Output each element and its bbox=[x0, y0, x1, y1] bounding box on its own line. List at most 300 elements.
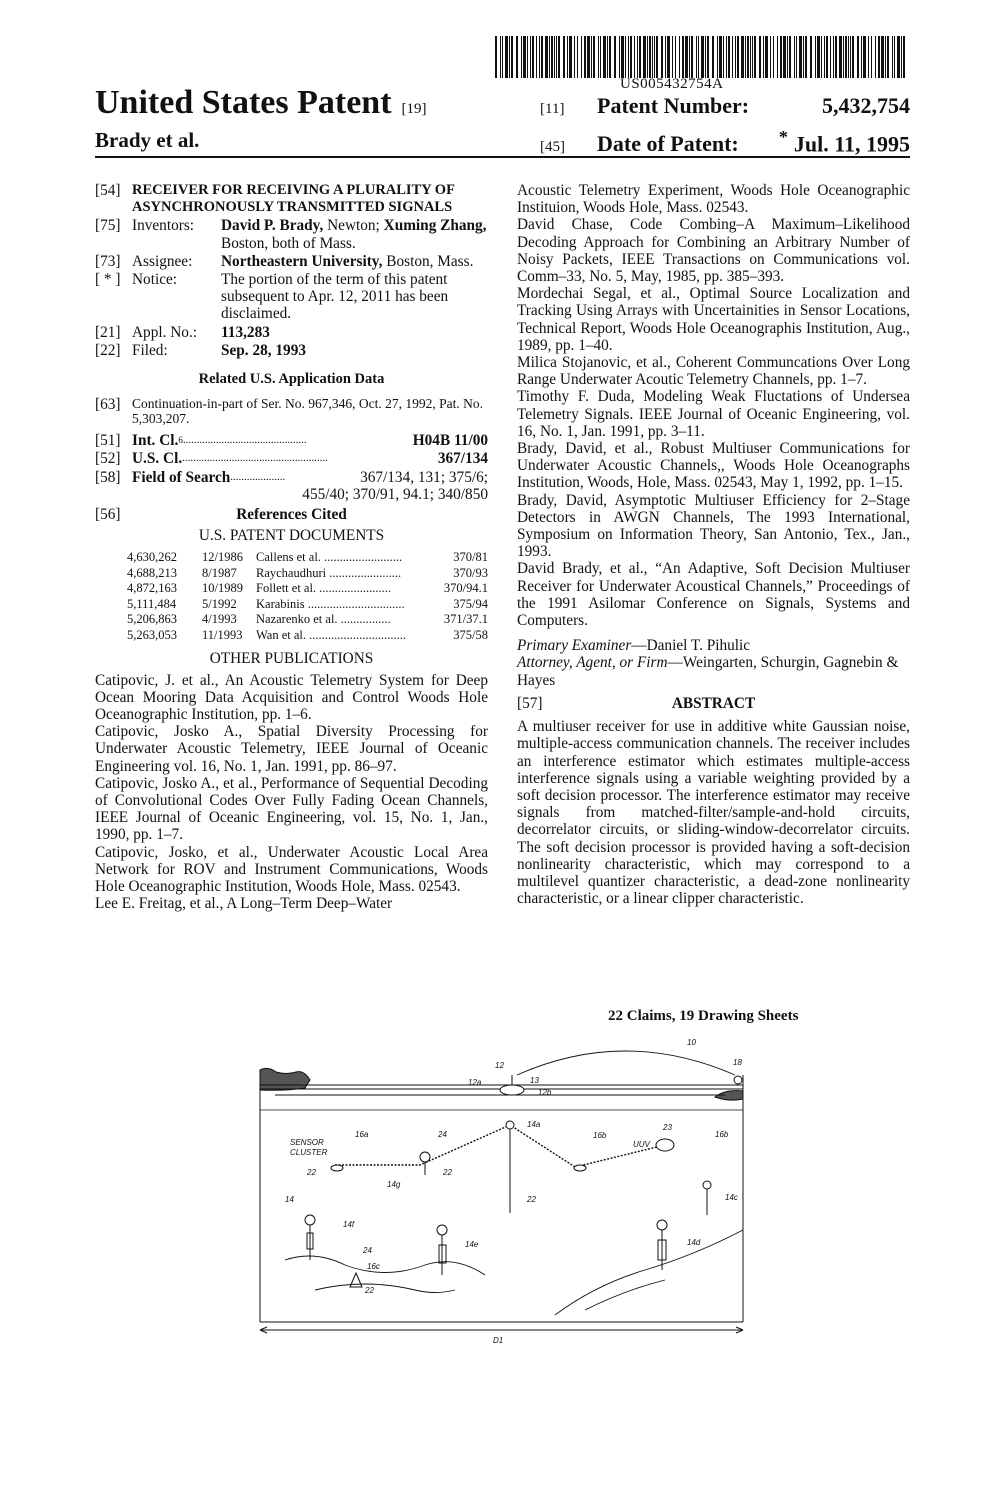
inventor-1-loc: Newton; bbox=[323, 217, 384, 235]
attorney-label: Attorney, Agent, or Firm bbox=[517, 654, 668, 672]
field-58 bbox=[95, 469, 488, 503]
other-pubs-heading: OTHER PUBLICATIONS bbox=[209, 650, 374, 668]
reference-row bbox=[127, 566, 488, 582]
label-12b: 12b bbox=[538, 1088, 552, 1097]
publication-entry: David Chase, Code Combing–A Maximum–Likelihood Decoding Approach for Combining an Arbitrary Number of Noisy Packets, IEEE Transactions on Communications vol. Comm–33, No. 5, May, 1985, pp. 385–393. bbox=[517, 216, 910, 286]
barcode-bar bbox=[541, 36, 543, 78]
field-search-row bbox=[132, 469, 488, 486]
barcode-bar bbox=[628, 36, 629, 78]
code-22: [22] bbox=[95, 341, 121, 359]
field-search-value1: 367/134, 131; 375/6; bbox=[360, 468, 488, 486]
reference-date: 10/1989 bbox=[202, 581, 243, 596]
claims-summary: 22 Claims, 19 Drawing Sheets bbox=[608, 1008, 799, 1024]
barcode-bar bbox=[682, 36, 684, 78]
attorney-name: —Weingarten, Schurgin, Gagnebin & Hayes bbox=[517, 654, 899, 689]
barcode-bar bbox=[672, 36, 673, 78]
barcode-bar bbox=[871, 36, 872, 78]
barcode-bar bbox=[603, 36, 606, 78]
barcode-bar bbox=[607, 36, 608, 78]
barcode-bar bbox=[875, 36, 876, 78]
barcode-bar bbox=[863, 36, 866, 78]
barcode-bar bbox=[712, 36, 714, 78]
label-16b: 16b bbox=[593, 1131, 607, 1140]
barcode-bar bbox=[848, 36, 849, 78]
ocean-network-figure bbox=[255, 1035, 755, 1347]
barcode-bar bbox=[903, 36, 905, 78]
int-cl-label: Int. Cl. bbox=[132, 432, 179, 450]
label-13: 13 bbox=[530, 1076, 539, 1085]
inventors-label: Inventors: bbox=[132, 217, 195, 235]
patent-number-label: Patent Number: bbox=[597, 93, 750, 118]
related-heading: Related U.S. Application Data bbox=[198, 371, 385, 388]
title-code: [19] bbox=[401, 101, 427, 117]
sensor-node bbox=[331, 1165, 343, 1171]
other-pubs-right bbox=[517, 182, 910, 629]
uuv bbox=[656, 1139, 674, 1151]
barcode-bar bbox=[584, 36, 586, 78]
filed-value: Sep. 28, 1993 bbox=[221, 341, 306, 359]
label-22a: 22 bbox=[307, 1168, 316, 1177]
barcode-bar bbox=[652, 36, 653, 78]
buoy-18 bbox=[734, 1076, 742, 1084]
field-75 bbox=[95, 217, 488, 251]
barcode-bar bbox=[511, 36, 513, 78]
publication-entry: Milica Stojanovic, et al., Coherent Communcations Over Long Range Underwater Acoutic Telemetry Channels, pp. 1–7. bbox=[517, 354, 910, 389]
node-14e-float bbox=[437, 1225, 447, 1235]
barcode-bar bbox=[634, 36, 635, 78]
label-23: 23 bbox=[663, 1123, 672, 1132]
other-pubs-left bbox=[95, 672, 488, 913]
label-d1: D1 bbox=[493, 1336, 504, 1345]
node-14d-float bbox=[657, 1220, 667, 1230]
barcode-bar bbox=[887, 36, 889, 78]
publication-entry: Catipovic, Josko A., et al., Performance of Sequential Decoding of Convolutional Codes Over Fully Fading Ocean Channels, IEEE Journal of Oceanic Engineering, vol. 15, No. 1, Jan., 1990, pp. 1–7. bbox=[95, 774, 488, 844]
barcode-bar bbox=[696, 36, 697, 78]
publication-entry: Catipovic, Josko, et al., Underwater Acoustic Local Area Network for ROV and Instrument Communications, Woods Hole Oceanographic Institution, Woods Hole, Mass. 02543. bbox=[95, 843, 488, 896]
barcode-bar bbox=[643, 36, 646, 78]
barcode-bar bbox=[796, 36, 797, 78]
barcode-bar bbox=[698, 36, 699, 78]
field-search-label: Field of Search bbox=[132, 468, 231, 486]
barcode-bar bbox=[789, 36, 791, 78]
barcode-bar bbox=[857, 36, 859, 78]
inventors-value bbox=[221, 217, 488, 251]
reference-cls: 370/94.1 bbox=[443, 581, 488, 596]
barcode-bar bbox=[885, 36, 886, 78]
node-24 bbox=[420, 1152, 430, 1162]
field-63 bbox=[95, 396, 488, 426]
barcode-bar bbox=[901, 36, 902, 78]
examiner-name: —Daniel T. Pihulic bbox=[631, 637, 751, 655]
int-cl-dots: ............................................. bbox=[182, 434, 307, 447]
barcode-bar bbox=[735, 36, 736, 78]
label-14e: 14e bbox=[465, 1240, 479, 1249]
label-14g: 14g bbox=[387, 1180, 401, 1189]
node-16c bbox=[350, 1273, 362, 1287]
reference-date: 5/1992 bbox=[202, 596, 237, 611]
barcode bbox=[495, 36, 915, 78]
left-column bbox=[95, 182, 488, 913]
barcode-bar bbox=[745, 36, 746, 78]
publication-entry: Mordechai Segal, et al., Optimal Source Localization and Tracking Using Arrays with Uncertainities in Sensor Locations, Technical Report, Woods Hole Oceanographis Institution, Aug., 1989, pp. 1–40. bbox=[517, 285, 910, 354]
code-57: [57] bbox=[517, 694, 543, 712]
barcode-bar bbox=[639, 36, 641, 78]
barcode-bar bbox=[707, 36, 709, 78]
barcode-bar bbox=[563, 36, 565, 78]
label-14a: 14a bbox=[527, 1120, 541, 1129]
barcode-bar bbox=[741, 36, 744, 78]
label-24a: 24 bbox=[438, 1130, 447, 1139]
barcode-bar bbox=[609, 36, 611, 78]
reference-num: 5,111,484 bbox=[127, 596, 177, 611]
us-docs-list bbox=[95, 550, 488, 643]
barcode-bar bbox=[665, 36, 666, 78]
label-14c: 14c bbox=[725, 1193, 738, 1202]
examiner-label: Primary Examiner bbox=[517, 637, 632, 655]
barcode-bar bbox=[551, 36, 553, 78]
attorney bbox=[517, 654, 910, 688]
barcode-bar bbox=[817, 36, 820, 78]
barcode-bar bbox=[737, 36, 739, 78]
refs-heading: References Cited bbox=[236, 506, 347, 524]
barcode-bar bbox=[679, 36, 680, 78]
reference-num: 5,206,863 bbox=[127, 612, 177, 627]
us-cl-label: U.S. Cl. bbox=[132, 450, 183, 468]
acoustic-links bbox=[335, 1125, 665, 1167]
publication-entry: David Brady, et al., “An Adaptive, Soft Decision Multiuser Receiver for Underwater Acoustical Channels,” Proceedings of the 1991 Asilomar Conference on Signals, Systems and Computers. bbox=[517, 560, 910, 630]
barcode-bar bbox=[554, 36, 555, 78]
code-73: [73] bbox=[95, 252, 121, 270]
label-24b: 24 bbox=[363, 1246, 372, 1255]
barcode-bar bbox=[701, 36, 704, 78]
barcode-bar bbox=[532, 36, 534, 78]
publication-entry: Timothy F. Duda, Modeling Weak Fluctations of Undersea Telemetry Signals. IEEE Journal of Oceanic Engineering, vol. 16, No. 1, Jan. 1991, pp. 3–11. bbox=[517, 388, 910, 440]
barcode-bar bbox=[637, 36, 638, 78]
barcode-bar bbox=[614, 36, 616, 78]
barcode-bar bbox=[780, 36, 782, 78]
reference-date: 11/1993 bbox=[202, 627, 243, 642]
barcode-bar bbox=[821, 36, 822, 78]
node-14f-float bbox=[305, 1215, 315, 1225]
barcode-bar bbox=[647, 36, 648, 78]
reference-num: 4,872,163 bbox=[127, 581, 177, 596]
barcode-bar bbox=[577, 36, 578, 78]
field-notice bbox=[95, 271, 488, 323]
label-12a: 12a bbox=[468, 1078, 482, 1087]
barcode-bar bbox=[574, 36, 575, 78]
barcode-bar bbox=[830, 36, 831, 78]
date-code: [45] bbox=[540, 139, 565, 156]
barcode-bar bbox=[675, 36, 676, 78]
appl-value: 113,283 bbox=[221, 323, 270, 341]
reference-author: Wan et al. ............................... bbox=[256, 627, 407, 642]
reference-date: 8/1987 bbox=[202, 565, 237, 580]
barcode-bar bbox=[754, 36, 756, 78]
barcode-bar bbox=[600, 36, 601, 78]
field-21 bbox=[95, 324, 488, 341]
barcode-bar bbox=[656, 36, 658, 78]
label-uuv: UUV bbox=[633, 1140, 650, 1149]
barcode-bar bbox=[649, 36, 651, 78]
reference-row bbox=[127, 581, 488, 597]
barcode-bar bbox=[545, 36, 548, 78]
barcode-bar bbox=[765, 36, 768, 78]
barcode-bar bbox=[558, 36, 560, 78]
barcode-bar bbox=[691, 36, 693, 78]
invention-title: RECEIVER FOR RECEIVING A PLURALITY OF ASYNCHRONOUSLY TRANSMITTED SIGNALS bbox=[132, 182, 455, 216]
continuation-text: Continuation-in-part of Ser. No. 967,346, Oct. 27, 1992, Pat. No. 5,303,207. bbox=[132, 396, 483, 427]
reference-num: 4,688,213 bbox=[127, 565, 177, 580]
node-14c-float bbox=[703, 1181, 711, 1189]
int-cl-sup: 6 bbox=[178, 435, 183, 446]
notice-label: Notice: bbox=[132, 271, 178, 289]
node-14a bbox=[506, 1121, 514, 1129]
int-cl-row bbox=[132, 432, 488, 449]
barcode-bar bbox=[527, 36, 528, 78]
us-cl-row bbox=[132, 450, 488, 467]
publication-entry: Acoustic Telemetry Experiment, Woods Hole Oceanographic Instituion, Woods Hole, Mass. 02543. bbox=[517, 182, 910, 217]
barcode-bar bbox=[826, 36, 828, 78]
reference-cls: 375/94 bbox=[453, 596, 488, 611]
barcode-bar bbox=[719, 36, 722, 78]
inventor-1: David P. Brady, bbox=[221, 217, 324, 235]
assignee-label: Assignee: bbox=[132, 252, 193, 270]
code-54: [54] bbox=[95, 182, 121, 199]
barcode-bar bbox=[747, 36, 749, 78]
label-14d: 14d bbox=[687, 1238, 701, 1247]
patent-title bbox=[95, 84, 427, 122]
header-divider bbox=[95, 156, 910, 158]
barcode-bar bbox=[591, 36, 592, 78]
inventor-2-loc: Boston, both of Mass. bbox=[221, 234, 356, 252]
reference-cls: 370/81 bbox=[453, 550, 488, 565]
barcode-bar bbox=[521, 36, 522, 78]
reference-date: 4/1993 bbox=[202, 612, 237, 627]
barcode-bar bbox=[726, 36, 727, 78]
us-docs-heading: U.S. PATENT DOCUMENTS bbox=[198, 527, 385, 545]
barcode-bar bbox=[799, 36, 802, 78]
barcode-bar bbox=[881, 36, 884, 78]
reference-row bbox=[127, 628, 488, 644]
barcode-bar bbox=[621, 36, 624, 78]
barcode-bar bbox=[750, 36, 751, 78]
barcode-bar bbox=[509, 36, 510, 78]
date-text: Jul. 11, 1995 bbox=[793, 131, 910, 157]
barcode-bar bbox=[728, 36, 730, 78]
appl-label: Appl. No.: bbox=[132, 323, 198, 341]
barcode-bar bbox=[835, 36, 837, 78]
barcode-bar bbox=[845, 36, 847, 78]
abstract-heading-row bbox=[517, 695, 910, 712]
barcode-bar bbox=[569, 36, 572, 78]
barcode-bar bbox=[630, 36, 632, 78]
authors: Brady et al. bbox=[95, 128, 200, 152]
publication-number: US005432754A bbox=[620, 76, 724, 92]
code-58: [58] bbox=[95, 468, 121, 486]
patent-number-value: 5,432,754 bbox=[822, 93, 910, 118]
barcode-bar bbox=[843, 36, 844, 78]
publication-entry: Catipovic, Josko A., Spatial Diversity Processing for Underwater Acoustic Telemetry, IEEE Journal of Oceanic Engineering vol. 16, No. 1, Jan. 1991, pp. 86–97. bbox=[95, 723, 488, 775]
barcode-bar bbox=[536, 36, 537, 78]
code-21: [21] bbox=[95, 323, 121, 341]
field-56 bbox=[95, 506, 488, 523]
us-cl-value: 367/134 bbox=[437, 450, 488, 468]
label-16b2: 16b bbox=[715, 1130, 729, 1139]
reference-row bbox=[127, 612, 488, 628]
field-54 bbox=[95, 182, 488, 216]
barcode-bar bbox=[619, 36, 620, 78]
field-search bbox=[132, 469, 488, 503]
patent-number-code: [11] bbox=[540, 101, 565, 117]
reference-row bbox=[127, 550, 488, 566]
barcode-bar bbox=[803, 36, 804, 78]
reference-author: Raychaudhuri ....................... bbox=[256, 565, 402, 580]
barcode-bar bbox=[523, 36, 526, 78]
barcode-bar bbox=[581, 36, 582, 78]
barcode-bar bbox=[549, 36, 550, 78]
reference-num: 4,630,262 bbox=[127, 550, 177, 565]
barcode-bar bbox=[861, 36, 862, 78]
barcode-bar bbox=[723, 36, 724, 78]
field-51 bbox=[95, 432, 488, 449]
barcode-bar bbox=[556, 36, 557, 78]
field-search-value2: 455/40; 370/91, 94.1; 340/850 bbox=[302, 485, 488, 503]
barcode-bar bbox=[732, 36, 733, 78]
inventor-2: Xuming Zhang, bbox=[383, 217, 487, 235]
reference-author: Karabinis ............................... bbox=[256, 596, 405, 611]
notice-text: The portion of the term of this patent subsequent to Apr. 12, 2011 has been disclaimed. bbox=[221, 271, 449, 323]
publication-entry: Brady, David, Asymptotic Multiuser Efficiency for 2–Stage Detectors in AWGN Channels, The 1993 International, Symposium on Information Theory, San Antonio, Tex., Jan., 1993. bbox=[517, 491, 910, 561]
assignee-loc: Boston, Mass. bbox=[382, 252, 474, 270]
label-14f: 14f bbox=[343, 1220, 355, 1229]
reference-author: Callens et al. ......................... bbox=[256, 550, 403, 565]
reference-row bbox=[127, 597, 488, 613]
surface-buoy bbox=[500, 1085, 524, 1095]
barcode-bar bbox=[897, 36, 900, 78]
barcode-bar bbox=[770, 36, 771, 78]
field-73 bbox=[95, 253, 488, 270]
label-cluster: CLUSTER bbox=[290, 1148, 328, 1157]
barcode-bar bbox=[516, 36, 518, 78]
code-56: [56] bbox=[95, 506, 121, 524]
date-row bbox=[540, 127, 910, 157]
barcode-bar bbox=[598, 36, 599, 78]
label-22b: 22 bbox=[443, 1168, 452, 1177]
barcode-bar bbox=[539, 36, 540, 78]
barcode-bar bbox=[567, 36, 568, 78]
reference-cls: 375/58 bbox=[453, 627, 488, 642]
barcode-bar bbox=[705, 36, 706, 78]
label-22d: 22 bbox=[365, 1286, 374, 1295]
barcode-bar bbox=[805, 36, 807, 78]
label-18: 18 bbox=[733, 1058, 742, 1067]
label-sensor: SENSOR bbox=[290, 1138, 324, 1147]
field-search-dots: .................... bbox=[230, 470, 286, 483]
barcode-bar bbox=[852, 36, 854, 78]
barcode-bar bbox=[773, 36, 774, 78]
barcode-bar bbox=[587, 36, 590, 78]
barcode-bar bbox=[654, 36, 655, 78]
abstract-text: A multiuser receiver for use in additive white Gaussian noise, multiple-access communication channels. The receiver includes an interference estimator which estimates multiple-access interference signals using a variable weighting provided by a soft decision processor. The interference estimator may receive signals from matched-filter/sample-and-hold circuits, decorrelator circuits, or sliding-window-decorrelator circuits. The soft decision processor is provided having a soft-decision nonlinearity characteristic, which may correspond to a multilevel quantizer characteristic, a dead-zone nonlinearity characteristic, or a linear clipper characteristic. bbox=[517, 718, 910, 908]
barcode-bar bbox=[810, 36, 812, 78]
barcode-bar bbox=[878, 36, 880, 78]
title-text: United States Patent bbox=[95, 84, 392, 121]
barcode-bar bbox=[661, 36, 663, 78]
publication-entry: Lee E. Freitag, et al., A Long–Term Deep–Water bbox=[95, 895, 393, 913]
barcode-bar bbox=[500, 36, 501, 78]
publication-entry: Brady, David, et al., Robust Multiuser Communications for Underwater Acoustic Channels,, Woods Hole Oceanographs Institution, Woods, Hole, Mass. 02543, May 1, 1992, pp. 1–15. bbox=[517, 440, 910, 492]
code-75: [75] bbox=[95, 217, 121, 235]
label-16a: 16a bbox=[355, 1130, 369, 1139]
barcode-bar bbox=[868, 36, 869, 78]
barcode-bar bbox=[685, 36, 688, 78]
code-52: [52] bbox=[95, 450, 121, 468]
reference-cls: 370/93 bbox=[453, 565, 488, 580]
node-16b bbox=[574, 1165, 586, 1171]
publication-entry: Catipovic, J. et al., An Acoustic Telemetry System for Deep Ocean Mooring Data Acquisition and Control Woods Hole Oceanographic Institution, pp. 1–6. bbox=[95, 671, 488, 724]
barcode-bar bbox=[752, 36, 753, 78]
barcode-bar bbox=[794, 36, 795, 78]
label-12: 12 bbox=[495, 1061, 504, 1070]
label-16c: 16c bbox=[367, 1262, 380, 1271]
code-63: [63] bbox=[95, 396, 121, 414]
int-cl-value: H04B 11/00 bbox=[412, 432, 488, 450]
barcode-bar bbox=[667, 36, 670, 78]
reference-author: Follett et al. ....................... bbox=[256, 581, 392, 596]
barcode-bar bbox=[850, 36, 851, 78]
link-arc bbox=[517, 1051, 735, 1075]
field-52 bbox=[95, 450, 488, 467]
label-14: 14 bbox=[285, 1195, 294, 1204]
barcode-bar bbox=[894, 36, 895, 78]
barcode-bar bbox=[815, 36, 816, 78]
barcode-bar bbox=[787, 36, 788, 78]
barcode-bar bbox=[824, 36, 825, 78]
barcode-bar bbox=[777, 36, 778, 78]
patent-number-row bbox=[540, 93, 910, 119]
date-value bbox=[779, 127, 910, 157]
reference-date: 12/1986 bbox=[202, 550, 243, 565]
assignee-value bbox=[221, 253, 488, 270]
barcode-bar bbox=[839, 36, 842, 78]
barcode-bar bbox=[689, 36, 690, 78]
field-22 bbox=[95, 342, 488, 359]
barcode-bar bbox=[530, 36, 531, 78]
examiner bbox=[517, 637, 910, 654]
barcode-bar bbox=[717, 36, 718, 78]
barcode-bar bbox=[763, 36, 764, 78]
seafloor-left bbox=[285, 1256, 485, 1293]
reference-num: 5,263,053 bbox=[127, 627, 177, 642]
barcode-bar bbox=[593, 36, 595, 78]
reference-author: Nazarenko et al. ................ bbox=[256, 612, 391, 627]
date-label: Date of Patent: bbox=[597, 131, 739, 157]
assignee-name: Northeastern University, bbox=[221, 252, 383, 270]
barcode-bar bbox=[759, 36, 761, 78]
seafloor-right bbox=[555, 1230, 743, 1315]
left-shore bbox=[260, 1068, 310, 1090]
barcode-bar bbox=[833, 36, 834, 78]
filed-label: Filed: bbox=[132, 341, 168, 359]
us-cl-dots: ..................................................... bbox=[182, 452, 328, 465]
barcode-bar bbox=[625, 36, 626, 78]
barcode-bar bbox=[502, 36, 503, 78]
label-10: 10 bbox=[687, 1038, 696, 1047]
barcode-bar bbox=[495, 36, 497, 78]
code-notice: [ * ] bbox=[95, 271, 121, 289]
barcode-bar bbox=[892, 36, 893, 78]
reference-cls: 371/37.1 bbox=[443, 612, 488, 627]
